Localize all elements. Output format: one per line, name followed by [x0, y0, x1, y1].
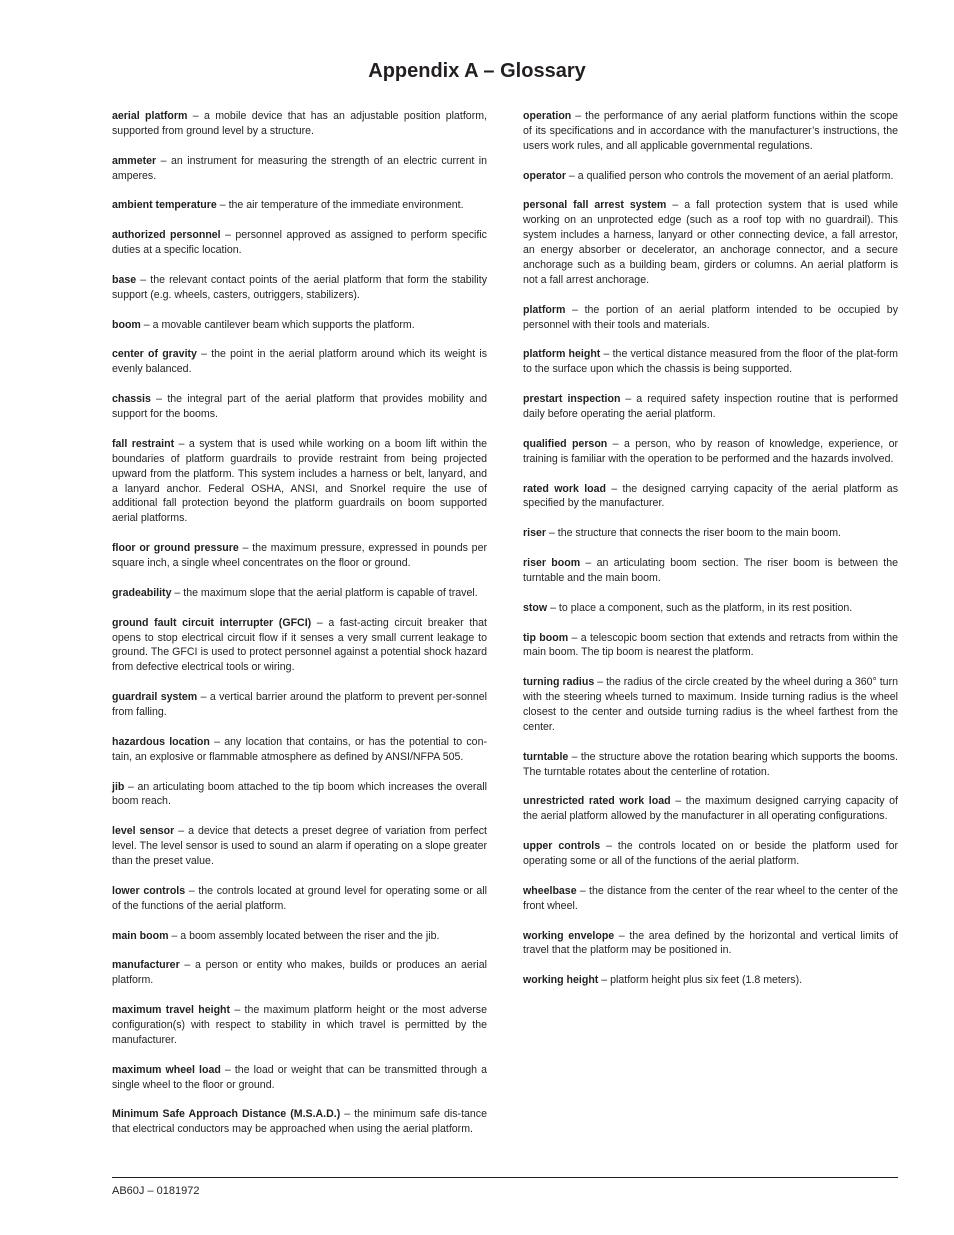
glossary-entry [523, 169, 898, 184]
glossary-definition: – a fast-acting circuit breaker that opens to stop electrical circuit flow if it senses a very small current leakage to ground. The GFCI is used to protect personnel against a potential shock hazard from defective electrical tools or wiring. [112, 616, 487, 674]
glossary-term: turntable [523, 750, 569, 763]
glossary-term: center of gravity [112, 348, 197, 361]
glossary-definition: – to place a component, such as the platform, in its rest position. [547, 601, 853, 614]
glossary-entry [112, 690, 487, 720]
glossary-entry [112, 958, 487, 988]
glossary-term: platform [523, 303, 566, 316]
glossary-term: riser [523, 527, 546, 540]
glossary-term: working height [523, 974, 599, 987]
glossary-definition: – the portion of an aerial platform intended to be occupied by personnel with their tools and materials. [523, 303, 898, 331]
glossary-term: authorized personnel [112, 229, 221, 242]
glossary-entry [523, 794, 898, 824]
glossary-term: gradeability [112, 586, 172, 599]
glossary-term: wheelbase [523, 884, 577, 897]
glossary-entry [112, 780, 487, 810]
glossary-entry [112, 586, 487, 601]
glossary-entry [112, 318, 487, 333]
glossary-term: ambient temperature [112, 199, 217, 212]
glossary-term: main boom [112, 929, 169, 942]
glossary-definition: – a boom assembly located between the riser and the jib. [168, 929, 440, 942]
footer-divider [112, 1177, 898, 1178]
glossary-definition: – the minimum safe dis-tance that electrical conductors may be approached when using the aerial platform. [112, 1108, 487, 1136]
glossary-definition: – an articulating boom section. The riser boom is between the turntable and the main boom. [523, 557, 899, 584]
glossary-definition: – the radius of the circle created by the wheel during a 360° turn with the steering wheels turned to maximum. Inside turning radius is the wheel closest to the center and outside turning radius is the wheel farthest from the center. [523, 676, 898, 733]
glossary-definition: – the controls located on or beside the platform used for operating some or all of the functions of the aerial platform. [523, 840, 898, 868]
glossary-definition: – a device that detects a preset degree of variation from perfect level. The level sensor is used to sound an alarm if operating on a slope greater than the preset value. [112, 825, 487, 868]
glossary-definition: – a person, who by reason of knowledge, experience, or training is familiar with the operation to be performed and the hazards involved. [523, 437, 898, 465]
glossary-entry [523, 601, 898, 616]
glossary-term: ammeter [112, 154, 157, 167]
glossary-definition: – the point in the aerial platform around which its weight is evenly balanced. [112, 348, 487, 376]
glossary-term: level sensor [112, 825, 175, 838]
footer-document-code: AB60J – 0181972 [112, 1185, 200, 1197]
glossary-definition: – a movable cantilever beam which supports the platform. [140, 318, 415, 331]
glossary-entry [523, 929, 898, 959]
glossary-definition: – a system that is used while working on a boom lift within the boundaries of platform guardrails to provide restraint from being projected upward from the platform. This system includes a harness or belt, lanyard, and a lanyard anchor. Federal OSHA, ANSI, and Snorkel require the use of additional fall protection beyond the platform guardrails on boom supported aerial platforms. [112, 437, 488, 525]
glossary-entry [112, 109, 487, 139]
glossary-entry [523, 884, 898, 914]
glossary-entry [112, 273, 487, 303]
glossary-definition: – any location that contains, or has the potential to con-tain, an explosive or flammable atmosphere as defined by ANSI/NFPA 505. [112, 735, 487, 763]
glossary-term: floor or ground pressure [112, 542, 239, 555]
glossary-term: manufacturer [112, 959, 180, 972]
glossary-definition: – a vertical barrier around the platform to prevent per-sonnel from falling. [112, 691, 488, 719]
glossary-definition: – the maximum designed carrying capacity of the aerial platform allowed by the manufacturer in all operating configurations. [523, 795, 898, 823]
glossary-term: tip boom [523, 631, 569, 644]
glossary-definition: – the maximum pressure, expressed in pounds per square inch, a single wheel concentrates on the floor or ground. [112, 542, 487, 570]
glossary-definition: – the maximum platform height or the most adverse configuration(s) with respect to stability in which travel is permitted by the manufacturer. [112, 1004, 487, 1046]
glossary-definition: – the performance of any aerial platform functions within the scope of its specifications and in accordance with the manufacturer’s instructions, the users work rules, and all applicable governmental regulations. [523, 110, 898, 152]
glossary-term: rated work load [523, 482, 606, 495]
glossary-term: operator [523, 169, 566, 182]
glossary-entry [523, 973, 898, 988]
glossary-definition: – the load or weight that can be transmitted through a single wheel to the floor or ground. [112, 1063, 487, 1091]
glossary-definition: – the maximum slope that the aerial platform is capable of travel. [171, 586, 478, 599]
glossary-definition: – platform height plus six feet (1.8 meters). [598, 974, 803, 987]
glossary-term: ground fault circuit interrupter (GFCI) [112, 616, 312, 629]
glossary-definition: – the structure above the rotation bearing which supports the booms. The turntable rotates about the centerline of rotation. [523, 750, 898, 778]
glossary-entry [523, 482, 898, 512]
glossary-entry [112, 437, 487, 526]
glossary-entry [112, 616, 487, 676]
glossary-definition: – an instrument for measuring the strength of an electric current in amperes. [112, 154, 487, 182]
glossary-term: hazardous location [112, 735, 210, 748]
glossary-entry [112, 884, 487, 914]
glossary-definition: – a person or entity who makes, builds or produces an aerial platform. [112, 959, 487, 987]
glossary-entry [523, 526, 898, 541]
glossary-term: riser boom [523, 557, 581, 570]
glossary-definition: – a telescopic boom section that extends and retracts from within the main boom. The tip boom is nearest the platform. [523, 631, 899, 659]
glossary-term: working envelope [523, 929, 615, 942]
glossary-entry [112, 154, 487, 184]
glossary-term: fall restraint [112, 437, 175, 450]
glossary-term: chassis [112, 393, 151, 406]
glossary-definition: – a mobile device that has an adjustable position platform, supported from ground level by a structure. [112, 110, 487, 137]
glossary-entry [523, 631, 898, 661]
glossary-right-column [523, 109, 898, 1003]
glossary-definition: – the structure that connects the riser boom to the main boom. [545, 527, 841, 540]
glossary-term: boom [112, 318, 141, 331]
glossary-entry [112, 929, 487, 944]
glossary-entry [523, 347, 898, 377]
glossary-entry [112, 541, 487, 571]
glossary-definition: – the distance from the center of the rear wheel to the center of the front wheel. [523, 884, 898, 912]
glossary-entry [523, 556, 898, 586]
glossary-entry [112, 228, 487, 258]
glossary-entry [523, 392, 898, 422]
glossary-entry [523, 303, 898, 333]
glossary-entry [112, 824, 487, 869]
glossary-definition: – the vertical distance measured from the floor of the plat-form to the surface upon which the chassis is being supported. [523, 348, 898, 376]
glossary-definition: – the designed carrying capacity of the aerial platform as specified by the manufacturer. [523, 482, 898, 510]
glossary-term: jib [112, 780, 125, 793]
glossary-term: qualified person [523, 437, 608, 450]
page-title: Appendix A – Glossary [368, 60, 586, 82]
glossary-entry [112, 1063, 487, 1093]
glossary-term: unrestricted rated work load [523, 795, 671, 808]
glossary-term: personal fall arrest system [523, 199, 667, 212]
glossary-definition: – a fall protection system that is used while working on an unprotected edge (such as a roof top with no guardrail). This system includes a harness, lanyard or other connecting device, a fall arrestor, an energy absorber or decelerator, an anchorage connector, and a secure anchorage such as a building beam, girders or columns. An aerial platform is not a fall arrest anchorage. [523, 199, 898, 286]
glossary-term: lower controls [112, 884, 186, 897]
glossary-term: aerial platform [112, 110, 188, 122]
glossary-entry [112, 198, 487, 213]
glossary-definition: – the area defined by the horizontal and vertical limits of travel that the platform may be positioned in. [523, 929, 898, 957]
glossary-entry [112, 1107, 487, 1137]
glossary-definition: – the relevant contact points of the aerial platform that form the stability support (e.g. wheels, casters, outriggers, stabilizers). [112, 273, 487, 301]
glossary-term: prestart inspection [523, 393, 621, 406]
glossary-term: maximum travel height [112, 1004, 231, 1017]
glossary-term: Minimum Safe Approach Distance (M.S.A.D.) [112, 1108, 341, 1121]
glossary-entry [523, 750, 898, 780]
glossary-definition: – personnel approved as assigned to perform specific duties at a specific location. [112, 229, 487, 257]
glossary-definition: – a required safety inspection routine that is performed daily before operating the aerial platform. [523, 393, 898, 421]
glossary-entry [112, 347, 487, 377]
glossary-term: base [112, 273, 137, 286]
glossary-term: maximum wheel load [112, 1063, 221, 1076]
glossary-entry [112, 1003, 487, 1048]
glossary-term: operation [523, 110, 572, 122]
glossary-entry [112, 392, 487, 422]
glossary-definition: – an articulating boom attached to the tip boom which increases the overall boom reach. [112, 780, 487, 808]
glossary-left-column [112, 109, 487, 1152]
glossary-term: guardrail system [112, 691, 198, 704]
glossary-entry [523, 109, 898, 154]
glossary-definition: – the integral part of the aerial platform that provides mobility and support for the booms. [112, 393, 487, 421]
glossary-entry [112, 735, 487, 765]
glossary-entry [523, 198, 898, 287]
glossary-term: upper controls [523, 840, 601, 853]
glossary-term: platform height [523, 348, 601, 361]
glossary-entry [523, 437, 898, 467]
glossary-definition: – a qualified person who controls the movement of an aerial platform. [565, 169, 894, 182]
glossary-term: stow [523, 601, 548, 614]
glossary-term: turning radius [523, 676, 595, 689]
glossary-definition: – the air temperature of the immediate environment. [216, 199, 464, 212]
glossary-entry [523, 839, 898, 869]
glossary-entry [523, 675, 898, 735]
glossary-definition: – the controls located at ground level for operating some or all of the functions of the aerial platform. [112, 884, 487, 912]
